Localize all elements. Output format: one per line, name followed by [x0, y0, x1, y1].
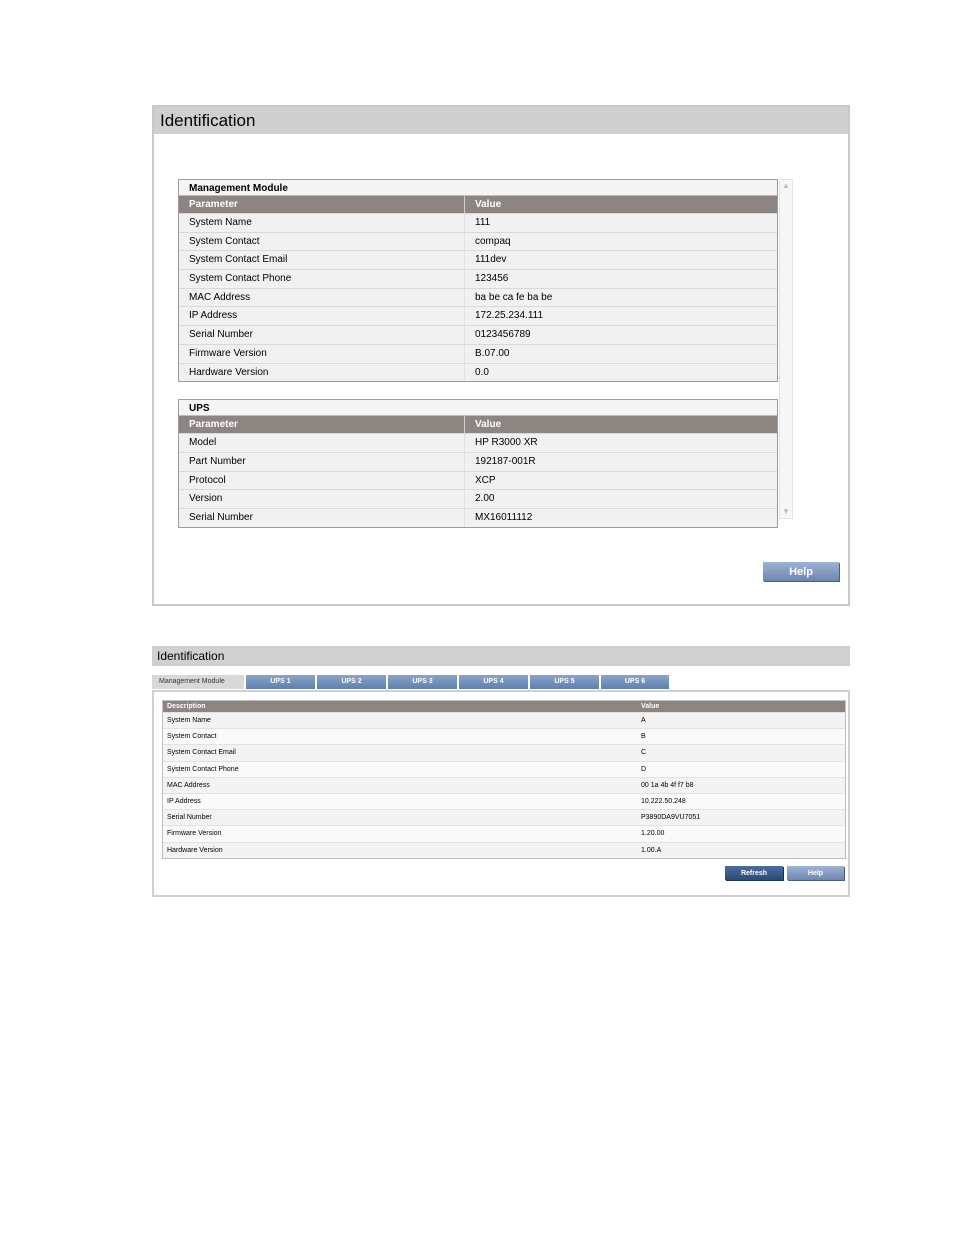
description-cell: System Contact Phone — [167, 765, 239, 773]
description-cell: Serial Number — [167, 814, 212, 822]
description-cell: System Contact Email — [167, 749, 236, 757]
value-cell: HP R3000 XR — [475, 437, 538, 449]
table-row — [163, 712, 845, 728]
value-cell: 2.00 — [475, 493, 495, 505]
panel-title: Identification — [154, 107, 848, 134]
table-header — [163, 701, 845, 712]
table-row — [179, 250, 777, 269]
table-row — [179, 452, 777, 471]
table-row — [179, 433, 777, 452]
scroll-down-arrow-icon[interactable]: ▼ — [782, 507, 790, 516]
table-row — [179, 363, 777, 382]
param-cell: IP Address — [179, 307, 465, 325]
scroll-up-arrow-icon[interactable]: ▲ — [782, 181, 790, 190]
table-row — [163, 809, 845, 825]
column-header-value: Value — [475, 419, 502, 431]
param-cell: Firmware Version — [179, 345, 465, 363]
value-cell: 0.0 — [475, 366, 489, 378]
value-cell: 111dev — [475, 254, 507, 266]
param-cell: Serial Number — [179, 326, 465, 344]
tab-ups-1[interactable]: UPS 1 — [246, 675, 317, 689]
table-row — [179, 288, 777, 307]
table-row — [163, 761, 845, 777]
table-row — [179, 344, 777, 363]
column-header-value: Value — [641, 703, 660, 710]
table-row — [163, 728, 845, 744]
table-row — [163, 825, 845, 841]
table-row — [163, 842, 845, 858]
value-cell: ba be ca fe ba be — [475, 291, 553, 303]
value-cell: XCP — [475, 474, 496, 486]
refresh-button[interactable]: Refresh — [725, 866, 783, 880]
ups-section — [178, 399, 778, 527]
value-cell: B.07.00 — [475, 347, 510, 359]
value-cell: 192187-001R — [475, 455, 536, 467]
description-cell: System Name — [167, 717, 211, 724]
param-cell: Model — [179, 434, 465, 452]
table-row — [179, 213, 777, 232]
identification-panel-new — [152, 690, 850, 897]
description-cell: Firmware Version — [167, 830, 222, 838]
tab-ups-5[interactable]: UPS 5 — [530, 675, 601, 689]
description-cell: Hardware Version — [167, 846, 223, 854]
column-header-parameter: Parameter — [179, 196, 465, 213]
param-cell: Part Number — [179, 453, 465, 471]
value-cell: compaq — [475, 235, 511, 247]
description-cell: System Contact — [167, 733, 217, 741]
description-cell: MAC Address — [167, 781, 210, 789]
table-row — [163, 744, 845, 760]
value-cell: 1.20.00 — [641, 830, 665, 838]
value-cell: B — [641, 733, 646, 741]
param-cell: Version — [179, 490, 465, 508]
value-cell: 172.25.234.111 — [475, 310, 544, 322]
table-row — [179, 325, 777, 344]
param-cell: Protocol — [179, 472, 465, 490]
table-row — [179, 508, 777, 527]
table-header — [179, 416, 777, 433]
section-title: Management Module — [179, 180, 777, 196]
identification-table — [162, 700, 846, 859]
param-cell: Hardware Version — [179, 364, 465, 382]
value-cell: 111 — [475, 217, 491, 228]
tab-ups-4[interactable]: UPS 4 — [459, 675, 530, 689]
param-cell: System Name — [179, 214, 465, 232]
param-cell: System Contact Email — [179, 251, 465, 269]
vertical-scrollbar[interactable] — [779, 179, 793, 519]
tab-bar — [152, 675, 671, 689]
management-module-section — [178, 179, 778, 382]
tab-management-module[interactable]: Management Module — [152, 675, 246, 689]
table-row — [179, 232, 777, 251]
table-row — [179, 471, 777, 490]
table-row — [163, 793, 845, 809]
param-cell: Serial Number — [179, 509, 465, 527]
value-cell: 0123456789 — [475, 329, 531, 341]
value-cell: D — [641, 765, 647, 773]
column-header-description: Description — [167, 703, 206, 710]
param-cell: MAC Address — [179, 289, 465, 307]
identification-panel-old — [152, 105, 850, 606]
description-cell: IP Address — [167, 797, 201, 805]
value-cell: 10.222.50.248 — [641, 797, 686, 805]
table-row — [179, 489, 777, 508]
tab-ups-6[interactable]: UPS 6 — [601, 675, 671, 689]
value-cell: 123456 — [475, 273, 509, 285]
value-cell: 1.00.A — [641, 846, 662, 854]
param-cell: System Contact — [179, 233, 465, 251]
help-button[interactable]: Help — [763, 562, 839, 581]
value-cell: A — [641, 717, 646, 724]
table-header — [179, 196, 777, 213]
value-cell: P3890DA9VU7051 — [641, 814, 701, 822]
value-cell: MX16011112 — [475, 511, 533, 523]
column-header-parameter: Parameter — [179, 416, 465, 433]
table-row — [179, 306, 777, 325]
identification-tables — [178, 179, 778, 545]
param-cell: System Contact Phone — [179, 270, 465, 288]
table-row — [179, 269, 777, 288]
section-title: UPS — [179, 400, 777, 416]
panel-title: Identification — [152, 646, 850, 666]
tab-ups-2[interactable]: UPS 2 — [317, 675, 388, 689]
column-header-value: Value — [475, 199, 502, 210]
value-cell: C — [641, 749, 647, 757]
help-button[interactable]: Help — [787, 866, 844, 880]
tab-ups-3[interactable]: UPS 3 — [388, 675, 459, 689]
table-row — [163, 777, 845, 793]
value-cell: 00 1a 4b 4f f7 b8 — [641, 781, 694, 789]
